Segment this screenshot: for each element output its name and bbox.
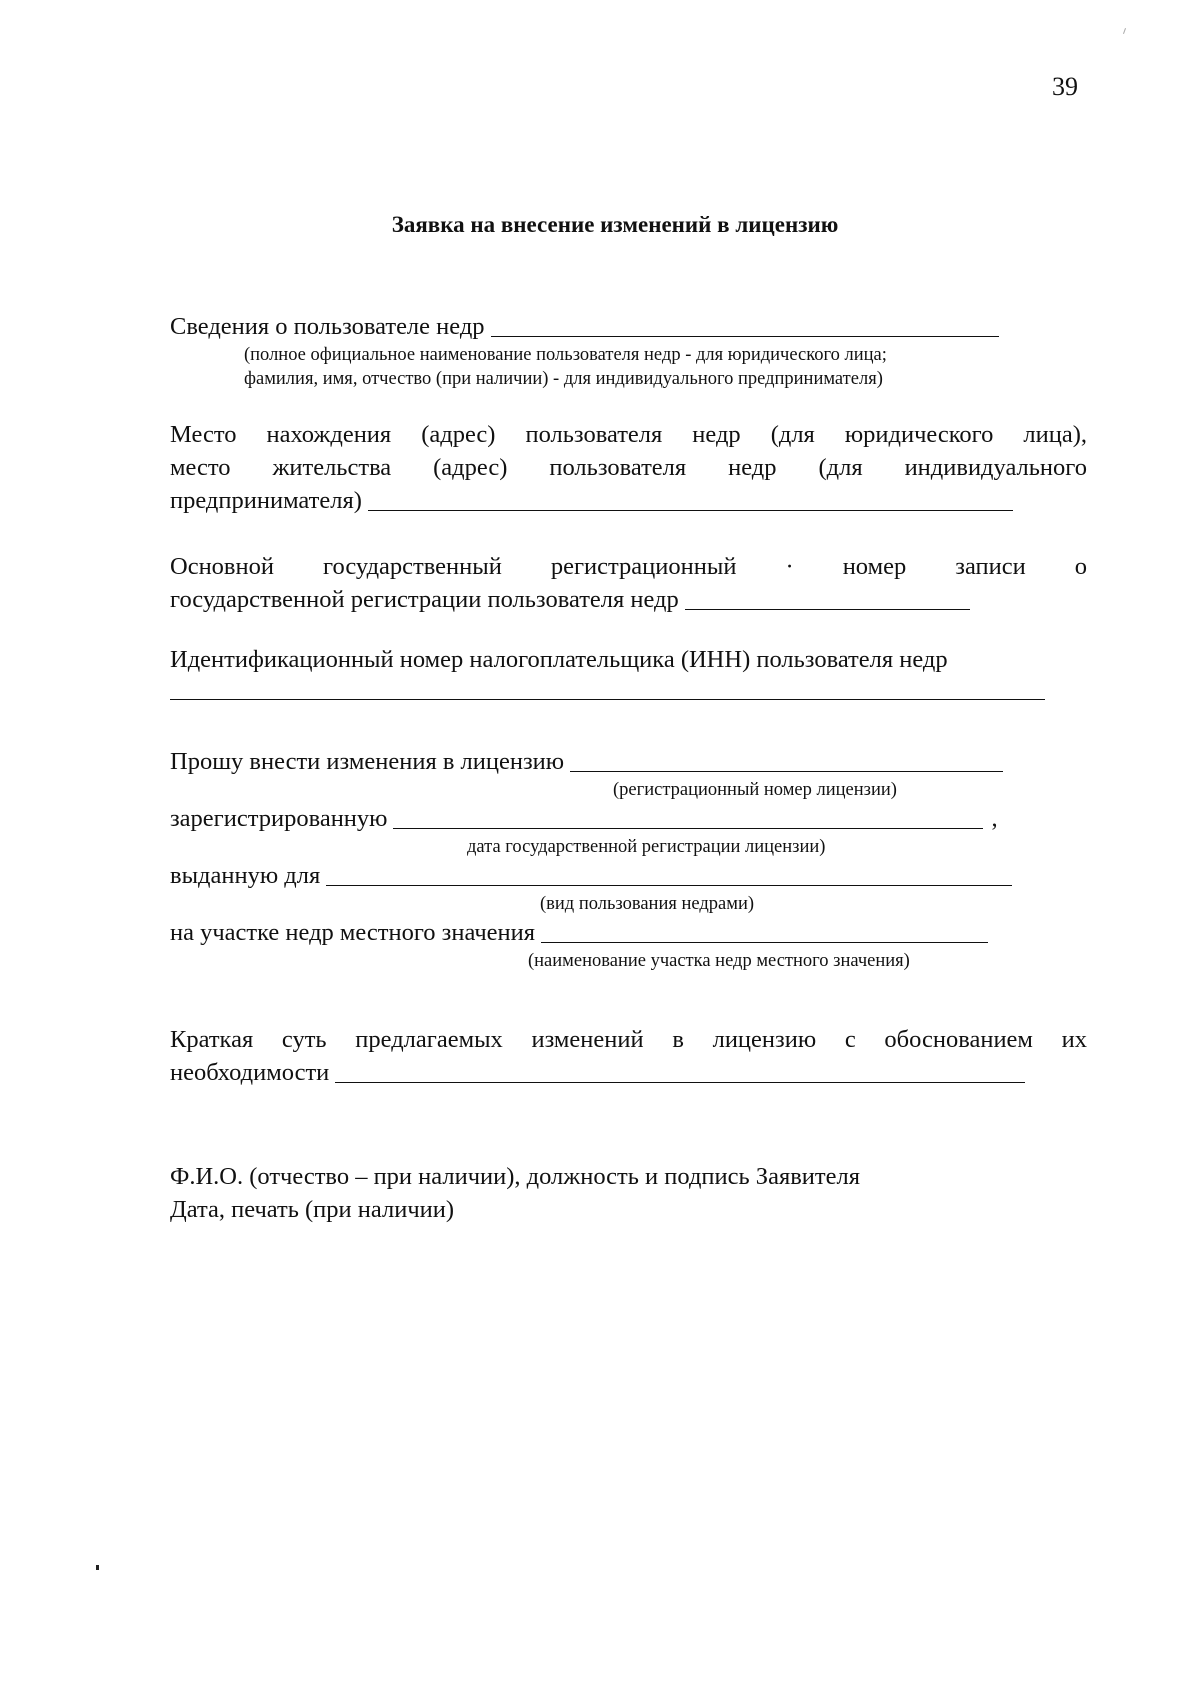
address-line-3: предпринимателя)	[170, 487, 362, 514]
summary-line-1: Краткая суть предлагаемых изменений в лицензию с обоснованием их	[170, 1026, 1087, 1053]
ogrn-section	[170, 550, 1087, 616]
site-name-hint: (наименование участка недр местного значения)	[528, 951, 910, 971]
issued-label: выданную для	[170, 862, 321, 889]
scan-speck	[1123, 28, 1126, 34]
ogrn-field[interactable]	[685, 609, 970, 610]
summary-line-2: необходимости	[170, 1059, 330, 1086]
site-name-field[interactable]	[541, 942, 988, 943]
signature-line-2: Дата, печать (при наличии)	[170, 1196, 455, 1223]
subsoil-user-hint-2: фамилия, имя, отчество (при наличии) - для индивидуального предпринимателя)	[244, 369, 883, 389]
page-number: 39	[1052, 72, 1078, 101]
registration-date-field[interactable]	[393, 828, 983, 829]
subsoil-user-section	[170, 310, 1087, 391]
ogrn-line-1: Основной государственный регистрационный · номер записи о	[170, 553, 1087, 580]
scan-mark	[96, 1565, 99, 1570]
ogrn-line-2: государственной регистрации пользователя недр	[170, 586, 679, 613]
subsoil-user-hint-1: (полное официальное наименование пользователя недр - для юридического лица;	[244, 345, 887, 365]
registration-date-hint: дата государственной регистрации лицензии)	[467, 837, 826, 857]
registered-comma: ,	[991, 805, 998, 832]
document-title: Заявка на внесение изменений в лицензию	[391, 212, 839, 237]
inn-field[interactable]	[170, 699, 1045, 700]
inn-label: Идентификационный номер налогоплательщика (ИНН) пользователя недр	[170, 646, 948, 673]
site-label: на участке недр местного значения	[170, 919, 536, 946]
address-line-1: Место нахождения (адрес) пользователя недр (для юридического лица),	[170, 421, 1087, 448]
subsoil-user-field[interactable]	[491, 336, 999, 337]
registered-label: зарегистрированную	[170, 805, 388, 832]
subsoil-user-label: Сведения о пользователе недр	[170, 313, 485, 340]
address-line-2: место жительства (адрес) пользователя недр (для индивидуального	[170, 454, 1087, 481]
summary-section	[170, 1023, 1087, 1089]
request-label: Прошу внести изменения в лицензию	[170, 748, 565, 775]
inn-section	[170, 643, 1087, 706]
use-type-hint: (вид пользования недрами)	[540, 894, 755, 914]
signature-line-1: Ф.И.О. (отчество – при наличии), должность и подпись Заявителя	[170, 1163, 860, 1190]
use-type-field[interactable]	[326, 885, 1012, 886]
license-number-field[interactable]	[570, 771, 1003, 772]
summary-field[interactable]	[335, 1082, 1025, 1083]
license-number-hint: (регистрационный номер лицензии)	[613, 780, 897, 800]
address-section	[170, 418, 1087, 517]
license-request-section	[170, 745, 1087, 973]
signature-section	[170, 1160, 1087, 1226]
address-field[interactable]	[368, 510, 1013, 511]
